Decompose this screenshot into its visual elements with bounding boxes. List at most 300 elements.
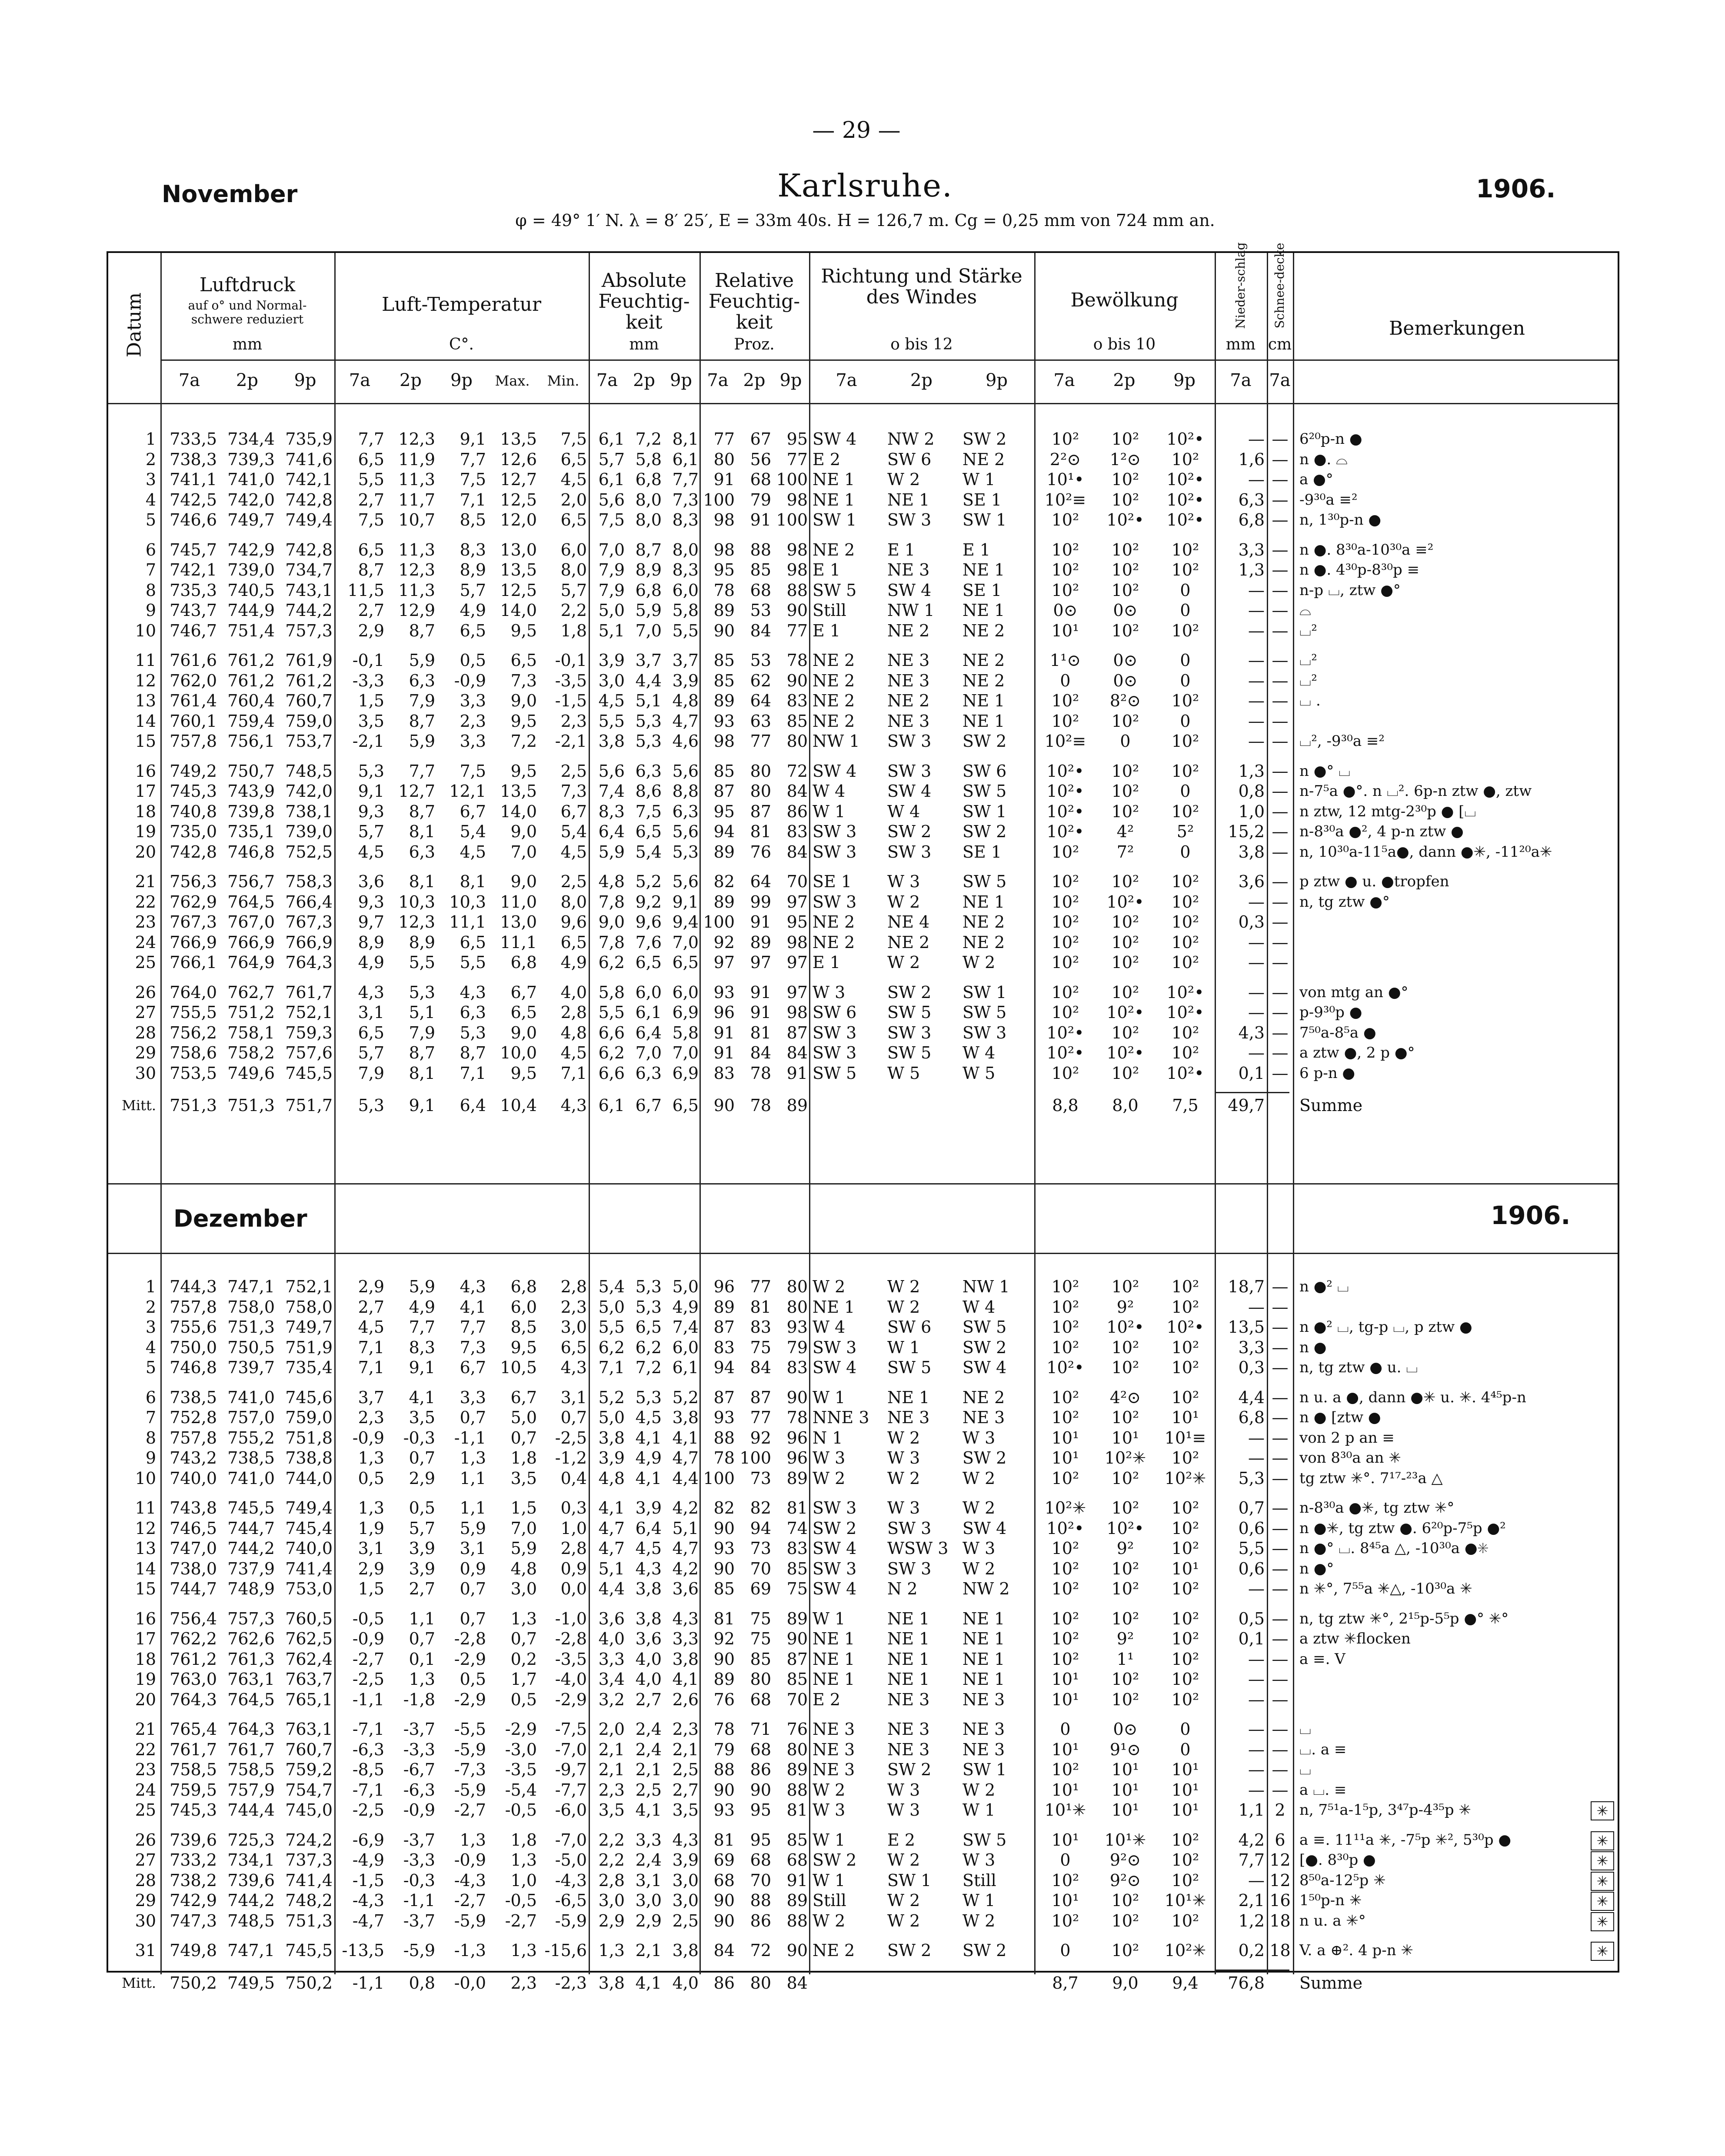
table-cell: 10² [1171,892,1199,912]
station-coordinates: φ = 49° 1′ N. λ = 8′ 25′, E = 33m 40s. H = 126,7 m. Cg = 0,25 mm von 724 mm an. [515,211,1215,230]
table-cell: W 4 [887,802,920,821]
row-date: 8 [145,580,156,600]
table-cell: SW 2 [887,822,932,841]
table-cell: 5,5 [1238,1539,1265,1558]
table-cell: 94 [713,1358,735,1377]
table-cell: 10²✳ [1044,1498,1086,1517]
table-cell: 3,8 [672,1408,699,1427]
table-cell: 7,7 [409,1318,435,1337]
table-cell: 744,0 [285,1468,333,1488]
table-cell: 83 [713,1338,735,1357]
table-cell: 7,9 [598,580,625,600]
table-cell: 78 [750,1063,771,1083]
table-cell: 10² [1171,1670,1199,1689]
table-cell: 755,2 [227,1428,275,1447]
mittel-l2: 751,3 [227,1096,275,1115]
table-cell: 2,7 [672,1780,699,1800]
table-cell: 767,0 [227,912,275,932]
table-cell: 8,9 [409,932,435,952]
table-cell: 84 [786,782,808,801]
table-cell: -3,3 [352,671,384,690]
table-cell: 2,4 [635,1720,662,1739]
table-cell: 735,9 [285,429,333,449]
table-cell: 10¹ [1111,1800,1139,1820]
remark-cell: ⌴ [1299,1761,1312,1778]
table-cell: 92 [750,1428,771,1447]
table-cell: 3,9 [672,1850,699,1870]
mittel-b9: 9,4 [1172,1973,1199,1993]
table-cell: 96 [786,1448,808,1467]
table-cell: 97 [713,953,735,972]
table-cell: 4,6 [672,732,699,751]
table-row [108,1498,1621,1518]
table-cell: 760,1 [170,711,217,731]
table-cell: NE 2 [813,1941,855,1960]
table-cell: 72 [750,1941,771,1960]
table-cell: 72 [786,761,808,781]
table-cell: NE 1 [962,560,1005,579]
table-cell: 0,8 [1238,782,1265,801]
table-cell: NE 3 [813,1720,855,1739]
table-cell: SW 3 [813,1023,857,1042]
table-cell: 7,6 [635,932,662,952]
table-cell: 5,0 [598,601,625,620]
table-cell: — [1248,1670,1265,1689]
table-cell: 7,0 [672,1043,699,1062]
table-cell: 738,1 [285,802,333,821]
table-cell: -0,9 [352,1629,384,1648]
table-row [108,1609,1621,1629]
table-cell: 0 [1180,1740,1191,1759]
table-cell: 10² [1171,1690,1199,1709]
table-row [108,1850,1621,1870]
table-cell: — [1272,1609,1289,1628]
table-cell: 3,9 [409,1559,435,1578]
mittel-b2: 9,0 [1112,1973,1139,1993]
table-cell: 6,6 [598,1063,625,1083]
table-cell: 96 [713,1277,735,1296]
table-cell: 0,7 [460,1609,486,1628]
table-cell: W 2 [887,1911,920,1930]
table-cell: 85 [786,1830,808,1850]
sub-9p: 9p [779,370,802,390]
table-cell: 746,7 [170,621,217,640]
table-row [108,691,1621,711]
table-cell: 10² [1051,510,1079,529]
table-cell: 5,9 [598,842,625,862]
table-cell: 2,3 [672,1720,699,1739]
header-temperatur: Luft-Temperatur [381,293,542,316]
table-cell: 4,7 [672,711,699,731]
table-cell: 4,4 [598,1579,625,1598]
table-cell: 7,2 [635,1358,662,1377]
table-cell: 10² [1111,1063,1139,1083]
table-cell: W 2 [813,1911,846,1930]
table-cell: 82 [713,872,735,891]
remark-cell: -9³⁰a ≡² [1299,491,1358,509]
table-cell: 7,5 [598,510,625,529]
table-cell: 744,9 [227,601,275,620]
table-cell: 7,1 [460,1063,486,1083]
table-cell: 69 [713,1850,735,1870]
table-cell: 765,1 [285,1690,333,1709]
table-cell: 78 [786,1408,808,1427]
table-cell: 68 [750,1740,771,1759]
table-cell: 12,9 [398,601,435,620]
table-cell: 3,9 [598,651,625,670]
table-cell: 4,5 [560,1043,587,1062]
table-cell: 745,6 [285,1387,333,1407]
table-cell: 0,5 [510,1690,537,1709]
table-cell: 740,5 [227,580,275,600]
row-date: 14 [135,1559,156,1578]
table-cell: 10² [1111,711,1139,731]
row-date: 22 [135,892,156,912]
table-cell: SW 2 [813,1518,857,1538]
table-cell: 8,9 [358,932,384,952]
table-cell: 2,5 [560,761,587,781]
table-cell: N 2 [887,1579,918,1598]
table-cell: -6,5 [555,1891,587,1910]
table-cell: 5,5 [460,953,486,972]
table-cell: 77 [786,621,808,640]
table-cell: SW 4 [813,1539,857,1558]
table-cell: 10² [1171,912,1199,932]
table-cell: 738,5 [170,1387,217,1407]
table-cell: 93 [713,982,735,1002]
table-cell: — [1272,490,1289,509]
table-cell: 75 [786,1579,808,1598]
table-cell: — [1272,932,1289,952]
table-cell: 10¹✳ [1044,1800,1086,1820]
table-cell: 1,5 [358,691,384,710]
table-cell: -1,0 [555,1609,587,1628]
table-cell: 9,5 [510,1063,537,1083]
remark-cell: n ●° [1299,1560,1334,1577]
table-cell: 7,7 [672,470,699,489]
table-cell: 6,5 [560,1338,587,1357]
table-cell: 757,8 [170,1297,217,1317]
table-cell: 82 [713,1498,735,1517]
table-cell: NE 3 [962,1408,1005,1427]
table-cell: 13,5 [500,560,537,579]
month-title-dezember: Dezember [173,1205,307,1232]
table-cell: 4,2 [1238,1830,1265,1850]
table-cell: E 2 [887,1830,915,1850]
table-cell: 87 [713,1318,735,1337]
table-row [108,1468,1621,1488]
table-cell: 11,3 [398,540,435,559]
table-cell: 10² [1171,1911,1199,1930]
table-cell: E 2 [813,449,840,469]
table-cell: 759,2 [285,1760,333,1779]
table-cell: -0,5 [505,1891,537,1910]
table-cell: -7,0 [555,1830,587,1850]
table-cell: SW 6 [887,449,932,469]
row-date: 5 [145,510,156,529]
table-cell: 7,8 [598,932,625,952]
table-row [108,1357,1621,1377]
mittel-b9: 7,5 [1172,1096,1199,1115]
mittel-a2: 6,7 [635,1096,662,1115]
table-cell: 738,5 [227,1448,275,1467]
table-cell: 0 [1180,842,1191,862]
table-cell: 2²⊙ [1049,449,1081,469]
table-cell: -6,9 [352,1830,384,1850]
table-cell: W 2 [887,470,920,489]
table-cell: 10² [1111,621,1139,640]
table-cell: W 2 [887,892,920,912]
table-cell: SW 4 [962,1358,1007,1377]
table-cell: 10² [1051,560,1079,579]
table-cell: NE 2 [887,621,930,640]
table-cell: 84 [750,621,771,640]
table-cell: 10² [1171,1518,1199,1538]
table-cell: 749,8 [170,1941,217,1960]
table-cell: 738,3 [170,449,217,469]
table-cell: SW 1 [962,982,1007,1002]
table-cell: 3,3 [635,1830,662,1850]
table-cell: 766,4 [285,892,333,912]
table-cell: SW 4 [962,1518,1007,1538]
table-cell: 0,6 [1238,1559,1265,1578]
table-cell: 6,0 [560,540,587,559]
table-cell: 10,0 [500,1043,537,1062]
table-cell: — [1272,1448,1289,1467]
table-cell: NE 2 [813,691,855,710]
table-cell: 68 [750,1690,771,1709]
table-cell: SW 1 [962,802,1007,821]
row-date: 28 [135,1023,156,1042]
table-cell: 5,1 [672,1518,699,1538]
table-cell: 53 [750,651,771,670]
table-cell: E 1 [887,540,915,559]
table-cell: 10² [1171,1649,1199,1669]
table-cell: — [1272,872,1289,891]
table-cell: 81 [750,822,771,841]
remark-cell: ⌴² [1299,672,1317,689]
row-date: 17 [135,1629,156,1648]
table-cell: 6,7 [510,982,537,1002]
table-cell: 10² [1171,449,1199,469]
row-date: 19 [135,1670,156,1689]
table-cell: 759,3 [285,1023,333,1042]
table-cell: 10² [1051,1760,1079,1779]
table-cell: 2,0 [598,1720,625,1739]
table-cell: 10² [1171,621,1199,640]
table-cell: 9² [1116,1539,1134,1558]
table-cell: 10²• [1106,1518,1144,1538]
table-cell: 762,4 [285,1649,333,1669]
table-cell: 10² [1171,1448,1199,1467]
table-cell: NE 3 [887,1690,930,1709]
mittel-t2: 9,1 [409,1096,435,1115]
table-cell: 0 [1180,671,1191,690]
remark-cell: n ●✳, tg ztw ●. 6²⁰p-7⁵p ●² [1299,1519,1506,1537]
table-cell: 16 [1269,1891,1291,1910]
table-cell: 10² [1171,1498,1199,1517]
table-cell: 6,1 [598,470,625,489]
table-cell: 734,7 [285,560,333,579]
table-cell: 10²• [1046,1358,1084,1377]
table-cell: 8,3 [460,540,486,559]
table-cell: SW 5 [962,1830,1007,1850]
table-cell: -2,1 [352,732,384,751]
table-cell: 743,1 [285,580,333,600]
table-cell: W 2 [962,1911,996,1930]
table-cell: 68 [786,1850,808,1870]
table-row [108,1669,1621,1689]
table-cell: 10² [1111,953,1139,972]
row-date: 10 [135,621,156,640]
table-row [108,1890,1621,1910]
table-cell: 6,2 [598,1338,625,1357]
table-cell: 80 [786,1297,808,1317]
mittel-row [108,1973,1621,1993]
table-cell: 10¹ [1111,1760,1139,1779]
table-cell: 741,6 [285,449,333,469]
table-cell: 5,6 [672,761,699,781]
remark-cell: n-p ⌴, ztw ●° [1299,581,1401,599]
table-cell: 0,7 [409,1448,435,1467]
table-cell: SW 6 [962,761,1007,781]
table-cell: 8,9 [635,560,662,579]
table-cell: 2,3 [560,1297,587,1317]
sub-2p: 2p [910,370,933,390]
table-cell: 762,6 [227,1629,275,1648]
table-cell: 8,1 [460,872,486,891]
table-cell: — [1272,1579,1289,1598]
table-cell: 10¹ [1171,1760,1199,1779]
table-cell: 12 [1269,1850,1291,1870]
table-cell: 739,0 [227,560,275,579]
table-cell: 2 [1275,1800,1285,1820]
row-date: 13 [135,691,156,710]
mittel-a7: 3,8 [598,1973,625,1993]
table-cell: 0,1 [1238,1629,1265,1648]
table-cell: 1,3 [598,1941,625,1960]
table-cell: 89 [786,1609,808,1628]
row-date: 25 [135,953,156,972]
table-cell: — [1248,1760,1265,1779]
table-cell: 0,5 [1238,1609,1265,1628]
table-cell: — [1272,1670,1289,1689]
table-cell: 5,9 [460,1518,486,1538]
table-cell: 10²• [1046,1023,1084,1042]
table-cell: — [1272,1649,1289,1669]
table-cell: 90 [750,1780,771,1800]
table-cell: 4,4 [635,671,662,690]
table-cell: W 3 [887,872,920,891]
sub-max: Max. [495,373,530,389]
table-cell: -1,5 [555,691,587,710]
table-cell: SW 3 [813,892,857,912]
table-cell: 9² [1116,1297,1134,1317]
remark-cell: V. a ⊕². 4 p-n ✳ [1299,1942,1413,1959]
table-cell: NE 4 [887,912,930,932]
table-cell: -2,5 [352,1800,384,1820]
table-cell: 0 [1180,1720,1191,1739]
table-cell: 764,9 [227,953,275,972]
table-cell: 2,4 [635,1740,662,1759]
remark-cell: n-8³⁰a ●², 4 p-n ztw ● [1299,823,1464,840]
table-cell: — [1272,1720,1289,1739]
table-cell: 0,5 [460,1670,486,1689]
table-cell: 742,0 [285,782,333,801]
table-cell: 88 [713,1428,735,1447]
table-cell: 8,3 [598,802,625,821]
table-cell: SW 5 [813,580,857,600]
table-cell: — [1272,580,1289,600]
table-cell: 10²• [1106,1003,1144,1022]
table-cell: 97 [750,953,771,972]
header-bewoelkung: Bewölkung [1070,289,1179,311]
table-cell: NE 2 [962,912,1005,932]
sub-9p: 9p [985,370,1008,390]
table-cell: 5,5 [598,1003,625,1022]
table-cell: — [1272,892,1289,912]
table-cell: 4,5 [635,1408,662,1427]
table-cell: 3,1 [560,1387,587,1407]
table-cell: 745,5 [227,1498,275,1517]
table-cell: 12,3 [398,912,435,932]
table-cell: 98 [786,1003,808,1022]
table-cell: 6,3 [672,802,699,821]
table-cell: 10¹✳ [1164,1891,1206,1910]
table-cell: NE 2 [813,932,855,952]
table-cell: 9,2 [635,892,662,912]
table-cell: 5,7 [598,449,625,469]
table-cell: 6,2 [598,1043,625,1062]
table-cell: -3,5 [555,671,587,690]
table-cell: 761,2 [285,671,333,690]
table-cell: 76 [750,842,771,862]
table-row [108,580,1621,600]
table-cell: 0 [1180,580,1191,600]
table-cell: SW 2 [887,1760,932,1779]
table-cell: 2,9 [358,621,384,640]
table-cell: 86 [786,802,808,821]
table-cell: 10¹ [1171,1780,1199,1800]
table-cell: 3,6 [358,872,384,891]
table-row [108,1649,1621,1669]
table-cell: 761,7 [170,1740,217,1759]
table-cell: 762,5 [285,1629,333,1648]
table-cell: 0,1 [409,1649,435,1669]
table-cell: 95 [786,429,808,449]
table-cell: 6,5 [460,621,486,640]
table-cell: 90 [786,671,808,690]
table-cell: 91 [713,470,735,489]
table-cell: 80 [750,1670,771,1689]
remark-cell: von mtg an ●° [1299,983,1409,1001]
header-absolute-feuchtigkeit: Absolute Feuchtig-keit [598,270,690,333]
table-cell: 5,4 [635,842,662,862]
table-cell: 4,9 [560,953,587,972]
table-cell: 2,2 [598,1830,625,1850]
table-cell: 766,9 [285,932,333,952]
table-cell: 96 [786,1428,808,1447]
table-cell: 1¹ [1116,1649,1134,1669]
remark-cell: p ztw ● u. ●tropfen [1299,873,1449,890]
sub-9p: 9p [450,370,473,390]
row-date: 9 [145,1448,156,1467]
table-cell: 744,7 [170,1579,217,1598]
table-row [108,1338,1621,1357]
table-row [108,1719,1621,1739]
remark-cell: n-7⁵a ●°. n ⌴². 6p-n ztw ●, ztw [1299,782,1532,800]
table-cell: 739,6 [227,1870,275,1890]
